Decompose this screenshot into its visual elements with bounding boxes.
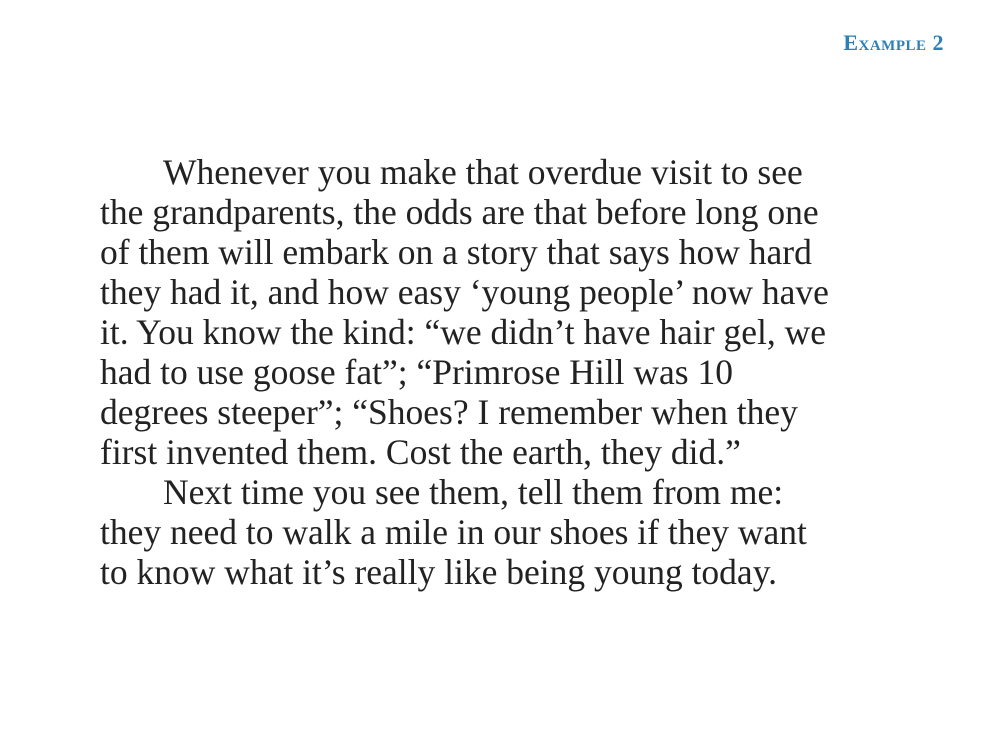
text-line: degrees steeper”; “Shoes? I remember when they [100, 392, 798, 432]
text-line: it. You know the kind: “we didn’t have hair gel, we [100, 312, 826, 352]
paragraph-2 [100, 472, 940, 592]
text-line: Whenever you make that overdue visit to see [163, 152, 803, 192]
text-line: of them will embark on a story that says how hard [100, 232, 812, 272]
text-line: they need to walk a mile in our shoes if they want [100, 512, 807, 552]
body-text [100, 152, 940, 592]
text-line: first invented them. Cost the earth, they did.” [100, 432, 741, 472]
text-line: had to use goose fat”; “Primrose Hill was 10 [100, 352, 733, 392]
text-line: Next time you see them, tell them from me: [163, 472, 784, 512]
paragraph-1 [100, 152, 940, 472]
slide-label: Example 2 [843, 30, 944, 55]
text-line: the grandparents, the odds are that before long one [100, 192, 819, 232]
text-line: they had it, and how easy ‘young people’ now have [100, 272, 829, 312]
text-line: to know what it’s really like being young today. [100, 552, 778, 592]
